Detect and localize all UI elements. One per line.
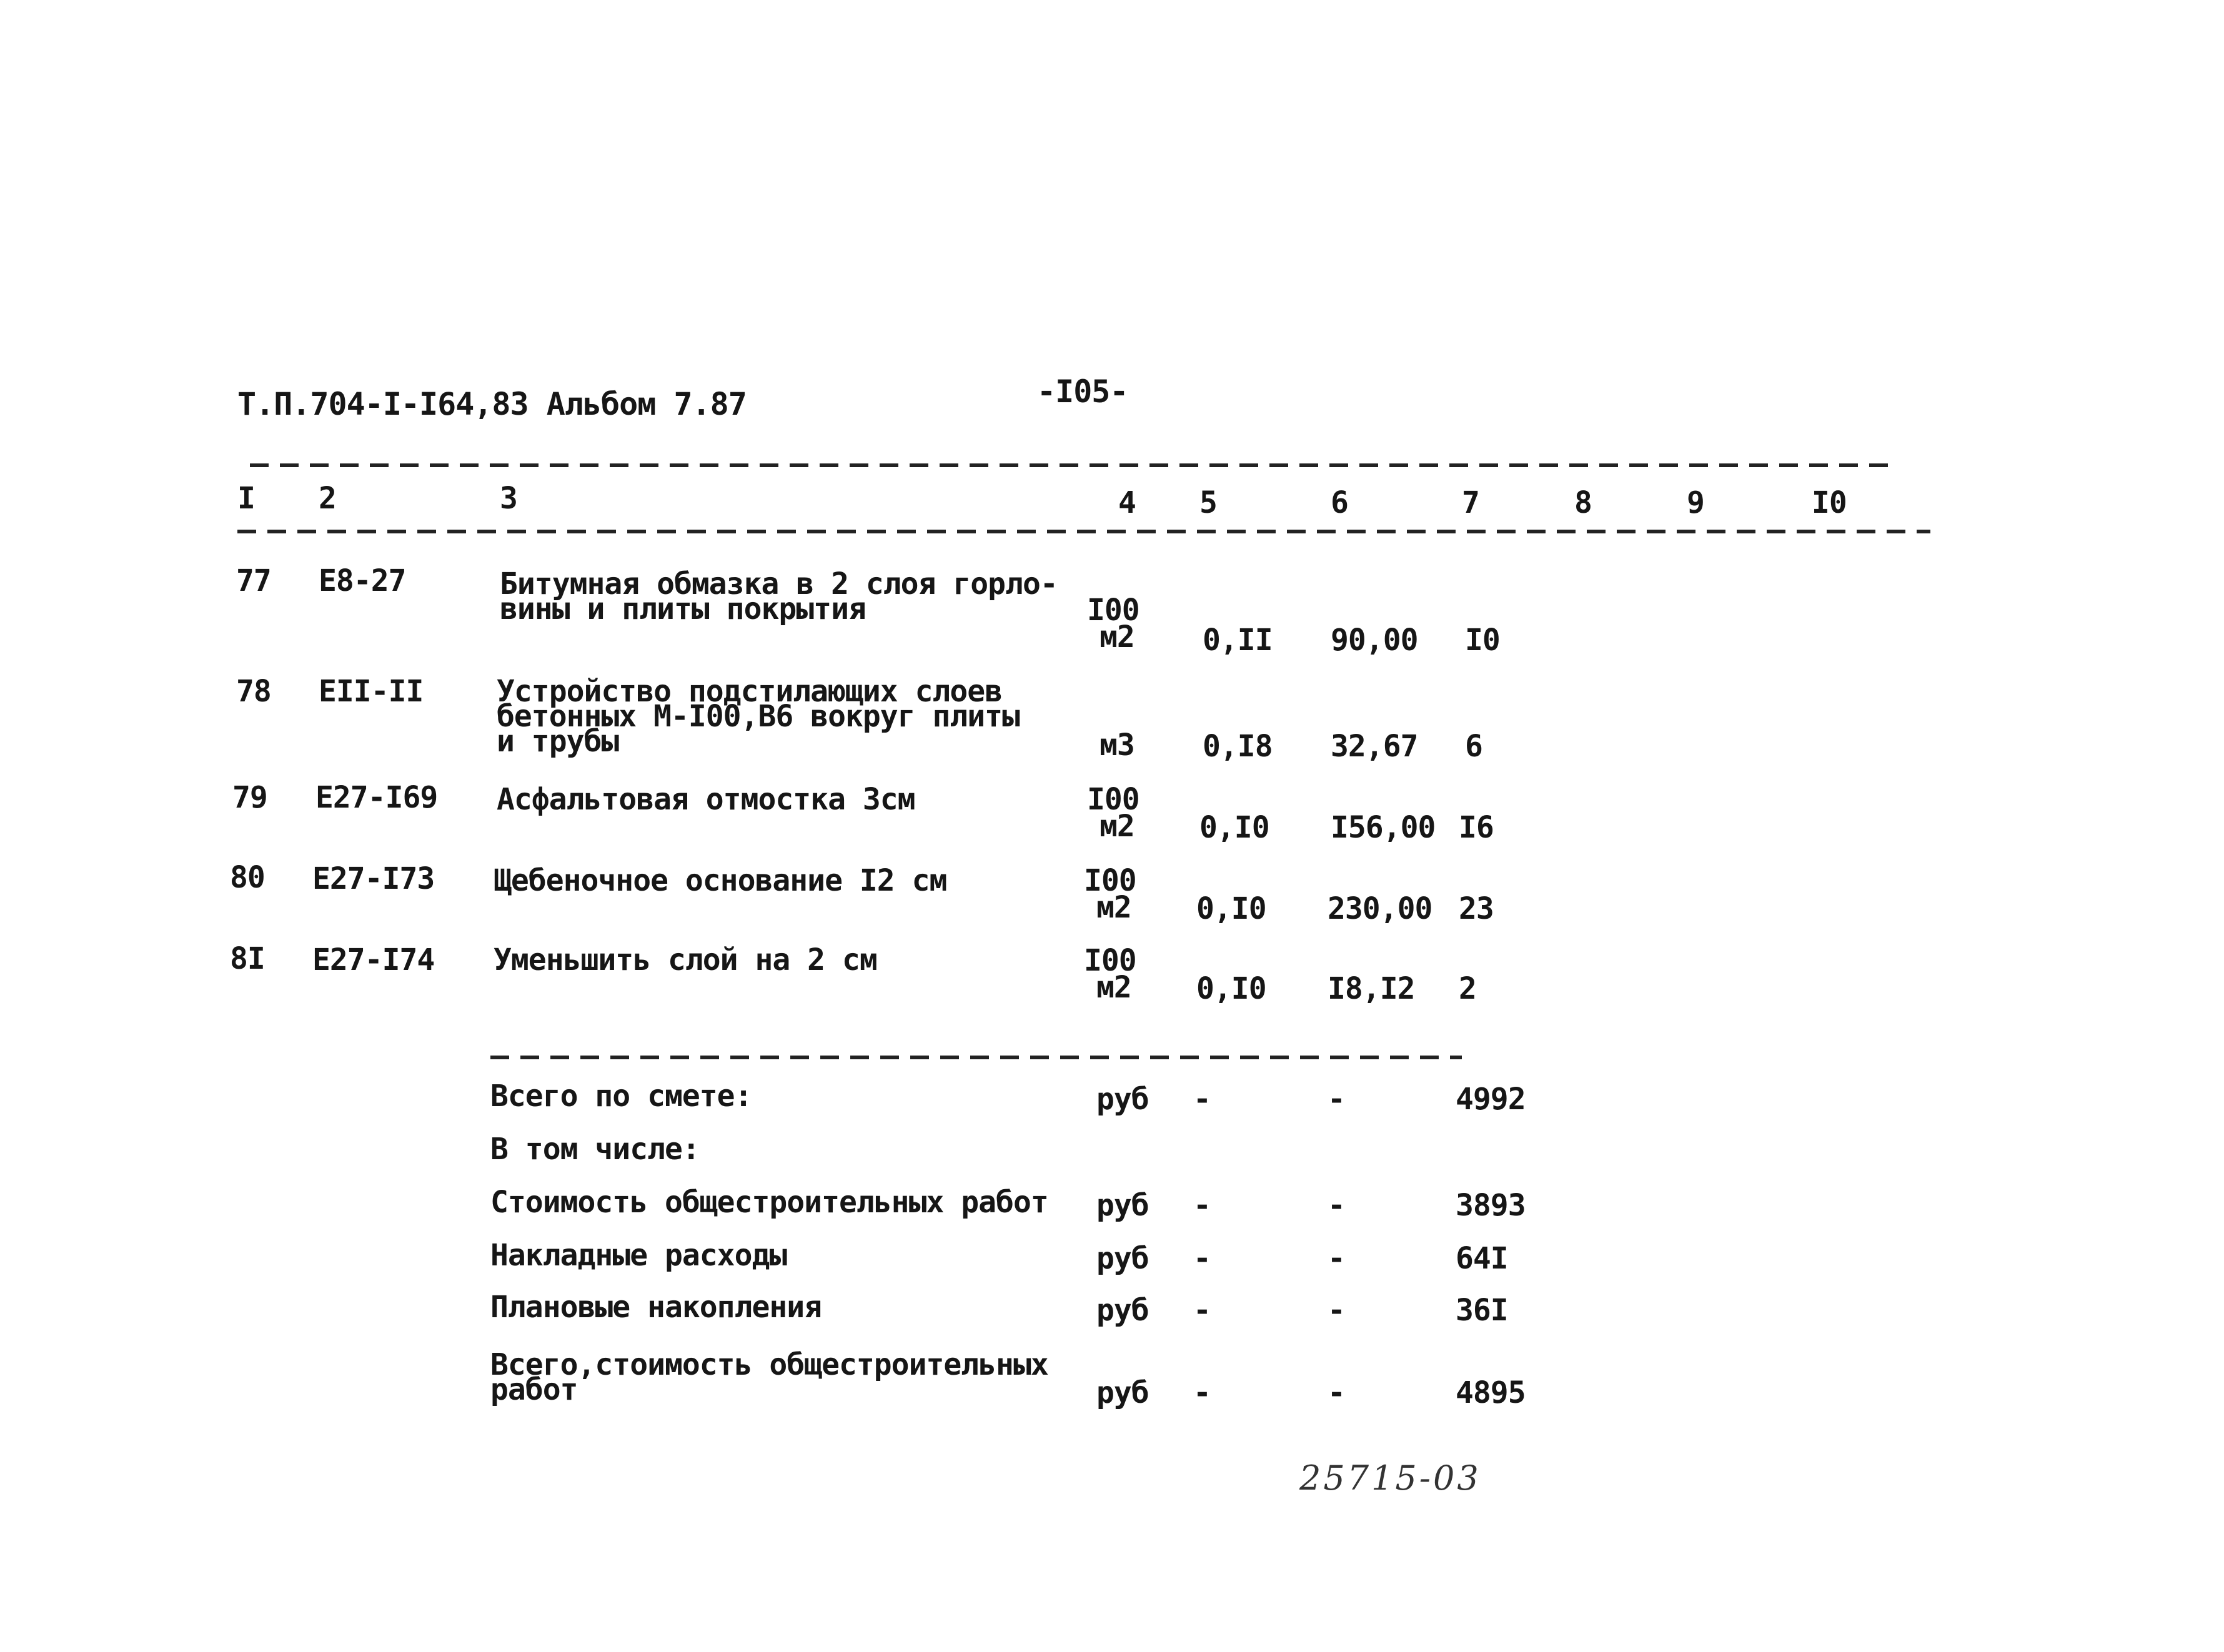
row-unit: м2 [1100, 809, 1134, 844]
row-description: бетонных М-І00,В6 вокруг плиты [497, 699, 1020, 734]
row-quantity: 0,І0 [1199, 810, 1269, 845]
row-code: Е27-І69 [315, 780, 438, 815]
row-code: ЕІІ-ІІ [319, 674, 424, 709]
row-number: 79 [232, 780, 267, 815]
row-code: Е27-І74 [312, 942, 435, 977]
col-3-label: 3 [500, 481, 517, 516]
row-code: Е27-І73 [312, 861, 435, 896]
row-unit: м2 [1096, 970, 1131, 1005]
col-10-label: І0 [1812, 485, 1847, 520]
summary-rule [490, 1056, 1462, 1059]
row-number: 80 [230, 860, 265, 895]
row-quantity: 0,І0 [1196, 891, 1266, 926]
row-price: І8,І2 [1328, 971, 1415, 1006]
row-description: Асфальтовая отмостка 3см [497, 782, 915, 817]
summary-item-dash: - [1328, 1241, 1345, 1276]
row-cost: І6 [1459, 810, 1494, 845]
summary-item-dash: - [1193, 1188, 1211, 1223]
col-7-label: 7 [1462, 485, 1479, 520]
summary-item-dash: - [1328, 1375, 1345, 1410]
total-value: 4992 [1456, 1082, 1526, 1117]
summary-item-dash: - [1193, 1375, 1211, 1410]
summary-item-label: Всего,стоимость общестроительных [490, 1347, 1048, 1382]
total-unit: руб [1096, 1082, 1149, 1117]
row-price: 230,00 [1328, 891, 1432, 926]
row-number: 77 [236, 563, 271, 598]
summary-item-dash: - [1193, 1241, 1211, 1276]
summary-item-unit: руб [1096, 1293, 1149, 1328]
summary-item-label: Стоимость общестроительных работ [490, 1185, 1048, 1220]
summary-item-unit: руб [1096, 1375, 1149, 1410]
summary-item-value: 4895 [1456, 1375, 1526, 1410]
row-number: 78 [236, 674, 271, 709]
row-price: 90,00 [1331, 623, 1418, 658]
row-description: Устройство подстилающих слоев [497, 674, 1003, 709]
header-top-rule [250, 463, 1899, 467]
row-cost: 23 [1459, 891, 1494, 926]
row-unit: І00 [1084, 863, 1136, 898]
col-9-label: 9 [1687, 485, 1704, 520]
summary-item-unit: руб [1096, 1241, 1149, 1276]
row-code: Е8-27 [319, 563, 406, 598]
total-label: Всего по смете: [490, 1079, 752, 1114]
row-unit: м2 [1100, 620, 1134, 655]
handwritten-number: 25715-03 [1299, 1458, 1481, 1498]
total-col6-dash: - [1328, 1082, 1345, 1117]
col-6-label: 6 [1331, 485, 1348, 520]
summary-item-value: 36І [1456, 1293, 1508, 1328]
row-price: 32,67 [1331, 729, 1418, 764]
header-bottom-rule [237, 530, 1930, 533]
summary-item-value: 64І [1456, 1241, 1508, 1276]
document-reference: Т.П.704-І-І64,83 Альбом 7.87 [237, 386, 747, 422]
row-description: Битумная обмазка в 2 слоя горло- [500, 566, 1058, 601]
row-quantity: 0,І8 [1203, 729, 1273, 764]
row-unit: м2 [1096, 890, 1131, 925]
including-label: В том числе: [490, 1132, 700, 1167]
summary-item-label: работ [490, 1372, 578, 1407]
row-quantity: 0,І0 [1196, 971, 1266, 1006]
summary-item-value: 3893 [1456, 1188, 1526, 1223]
summary-item-dash: - [1328, 1188, 1345, 1223]
row-cost: 2 [1459, 971, 1476, 1006]
col-2-label: 2 [319, 481, 336, 516]
summary-item-label: Плановые накопления [490, 1290, 822, 1325]
row-description: и трубы [497, 724, 619, 759]
row-cost: 6 [1465, 729, 1482, 764]
total-col5-dash: - [1193, 1082, 1211, 1117]
summary-item-dash: - [1193, 1293, 1211, 1328]
row-unit: І00 [1087, 593, 1139, 628]
row-description: Щебеночное основание І2 см [494, 863, 947, 898]
row-cost: І0 [1465, 623, 1500, 658]
row-number: 8І [230, 941, 265, 976]
col-1-label: І [237, 481, 255, 516]
row-description: Уменьшить слой на 2 см [494, 942, 877, 977]
row-price: І56,00 [1331, 810, 1436, 845]
row-unit: І00 [1084, 943, 1136, 978]
row-quantity: 0,ІІ [1203, 623, 1273, 658]
col-5-label: 5 [1199, 485, 1217, 520]
row-description: вины и плиты покрытия [500, 591, 866, 626]
col-8-label: 8 [1574, 485, 1592, 520]
page-number: -І05- [1037, 373, 1128, 410]
col-4-label: 4 [1118, 485, 1136, 520]
summary-item-label: Накладные расходы [490, 1238, 787, 1273]
row-unit: І00 [1087, 782, 1139, 817]
summary-item-dash: - [1328, 1293, 1345, 1328]
row-unit: м3 [1100, 728, 1134, 763]
summary-item-unit: руб [1096, 1188, 1149, 1223]
